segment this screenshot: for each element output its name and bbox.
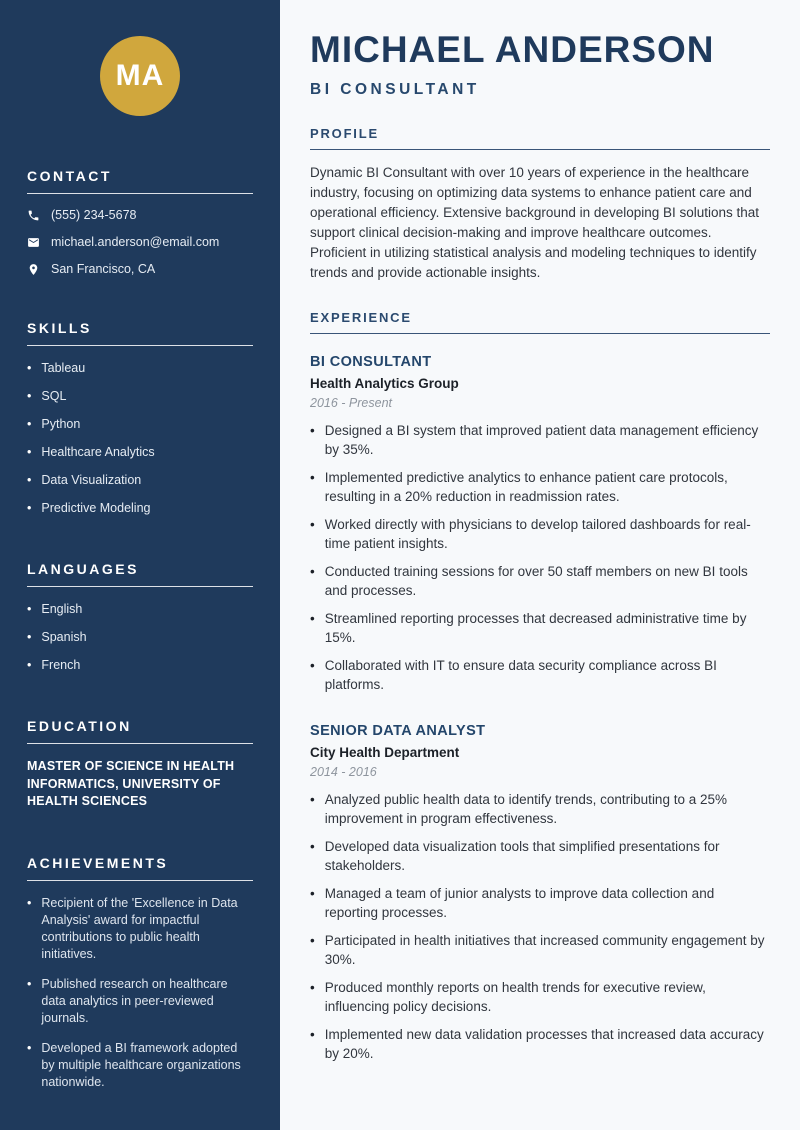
skill-item: • Predictive Modeling — [27, 501, 151, 515]
contact-heading: CONTACT — [27, 168, 112, 184]
language-item: • English — [27, 602, 83, 616]
profile-text: Dynamic BI Consultant with over 10 years of experience in the healthcare industry, focusing on optimizing data systems to enhance patient care and operational efficiency. Extensive background in developing BI solutions that support clinical decision-making and improve healthcare outcomes. Proficient in utilizing statistical analysis and modeling techniques to identify trends and provide actionable insights. — [310, 164, 760, 280]
phone-number: (555) 234-5678 — [51, 208, 137, 222]
achievements-section — [27, 855, 253, 1091]
bullet-dot: • — [310, 791, 315, 807]
skill-item: • Data Visualization — [27, 473, 142, 487]
experience-section — [310, 310, 770, 1064]
job-title: SENIOR DATA ANALYST — [310, 722, 486, 739]
achievement-item: • Recipient of the 'Excellence in Data Analysis' award for impactful contributions to public health initiatives. — [27, 895, 238, 961]
achievement-item: • Developed a BI framework adopted by multiple healthcare organizations nationwide. — [27, 1040, 241, 1089]
envelope-icon — [27, 236, 40, 249]
job-bullet-list — [310, 421, 770, 695]
bullet-dot: • — [27, 1040, 32, 1055]
profile-section — [310, 126, 770, 283]
skill-item: • SQL — [27, 389, 67, 403]
job-bullet: • Conducted training sessions for over 50 staff members on new BI tools and processes. — [310, 562, 770, 601]
bullet-dot: • — [310, 885, 315, 901]
bullet-dot: • — [310, 516, 315, 532]
degree-text: MASTER OF SCIENCE IN HEALTH INFORMATICS, UNIVERSITY OF HEALTH SCIENCES — [27, 759, 235, 808]
skills-section — [27, 320, 253, 517]
job-bullet: • Managed a team of junior analysts to improve data collection and reporting processes. — [310, 884, 770, 923]
section-divider — [27, 193, 253, 194]
bullet-dot: • — [310, 1026, 315, 1042]
job-entry — [310, 354, 770, 695]
job-bullet-list — [310, 790, 770, 1064]
email-address: michael.anderson@email.com — [51, 235, 220, 249]
achievement-item: • Published research on healthcare data analytics in peer-reviewed journals. — [27, 976, 228, 1025]
language-item: • French — [27, 658, 81, 672]
location-text: San Francisco, CA — [51, 262, 156, 276]
section-divider — [27, 345, 253, 346]
person-title: BI CONSULTANT — [310, 80, 480, 98]
bullet-dot: • — [27, 630, 32, 644]
resume-main — [280, 0, 800, 1130]
job-bullet: • Analyzed public health data to identify trends, contributing to a 25% improvement in program effectiveness. — [310, 790, 770, 829]
job-bullet: • Developed data visualization tools that simplified presentations for stakeholders. — [310, 837, 770, 876]
contact-phone-row — [27, 208, 253, 222]
person-name: MICHAEL ANDERSON — [310, 29, 715, 70]
skill-item: • Tableau — [27, 361, 86, 375]
bullet-dot: • — [27, 658, 32, 672]
job-dates: 2014 - 2016 — [310, 764, 377, 779]
section-divider — [27, 586, 253, 587]
skill-item: • Healthcare Analytics — [27, 445, 155, 459]
education-heading: EDUCATION — [27, 718, 132, 734]
job-bullet: • Implemented new data validation processes that increased data accuracy by 20%. — [310, 1025, 770, 1064]
bullet-dot: • — [310, 932, 315, 948]
job-entry — [310, 723, 770, 1064]
contact-location-row — [27, 262, 253, 276]
skills-list — [27, 360, 253, 517]
bullet-dot: • — [310, 563, 315, 579]
bullet-dot: • — [27, 417, 32, 431]
bullet-dot: • — [27, 445, 32, 459]
bullet-dot: • — [27, 473, 32, 487]
bullet-dot: • — [27, 895, 32, 910]
skills-heading: SKILLS — [27, 320, 92, 336]
job-company: Health Analytics Group — [310, 375, 459, 391]
job-bullet: • Designed a BI system that improved patient data management efficiency by 35%. — [310, 421, 770, 460]
map-pin-icon — [27, 263, 40, 276]
languages-section — [27, 561, 253, 674]
avatar — [100, 36, 180, 116]
resume-sidebar — [0, 0, 280, 1130]
avatar-initials: MA — [115, 59, 165, 92]
skill-item: • Python — [27, 417, 81, 431]
job-bullet: • Produced monthly reports on health trends for executive review, influencing policy decisions. — [310, 978, 770, 1017]
language-item: • Spanish — [27, 630, 87, 644]
bullet-dot: • — [27, 602, 32, 616]
languages-heading: LANGUAGES — [27, 561, 139, 577]
phone-icon — [27, 209, 40, 222]
bullet-dot: • — [310, 469, 315, 485]
bullet-dot: • — [27, 361, 32, 375]
job-bullet: • Collaborated with IT to ensure data security compliance across BI platforms. — [310, 656, 770, 695]
job-company: City Health Department — [310, 744, 460, 760]
bullet-dot: • — [310, 610, 315, 626]
bullet-dot: • — [310, 422, 315, 438]
job-dates: 2016 - Present — [310, 395, 392, 410]
contact-section — [27, 168, 253, 276]
bullet-dot: • — [310, 838, 315, 854]
achievements-list — [27, 895, 253, 1091]
section-divider — [27, 743, 253, 744]
contact-email-row — [27, 235, 253, 249]
job-bullet: • Participated in health initiatives that increased community engagement by 30%. — [310, 931, 770, 970]
section-divider — [27, 880, 253, 881]
languages-list — [27, 601, 253, 674]
job-bullet: • Worked directly with physicians to develop tailored dashboards for real-time patient insights. — [310, 515, 770, 554]
bullet-dot: • — [27, 976, 32, 991]
bullet-dot: • — [27, 501, 32, 515]
bullet-dot: • — [310, 979, 315, 995]
bullet-dot: • — [310, 657, 315, 673]
bullet-dot: • — [27, 389, 32, 403]
job-bullet: • Streamlined reporting processes that decreased administrative time by 15%. — [310, 609, 770, 648]
job-bullet: • Implemented predictive analytics to enhance patient care protocols, resulting in a 20% reduction in readmission rates. — [310, 468, 770, 507]
job-title: BI CONSULTANT — [310, 353, 432, 370]
profile-heading: PROFILE — [310, 126, 770, 150]
education-section — [27, 718, 253, 811]
experience-heading: EXPERIENCE — [310, 310, 770, 334]
achievements-heading: ACHIEVEMENTS — [27, 854, 169, 871]
